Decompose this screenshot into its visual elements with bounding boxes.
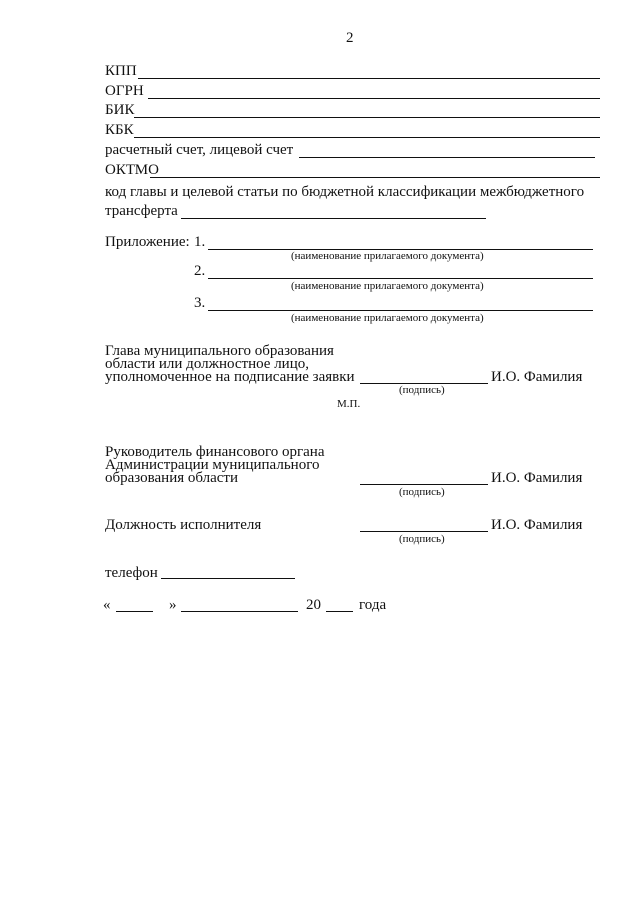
transfer-label-line1: код главы и целевой статьи по бюджетной классификации межбюджетного: [105, 184, 585, 200]
head-title-line3: уполномоченное на подписание заявки: [105, 369, 355, 385]
ogrn-field[interactable]: [148, 98, 600, 99]
transfer-field[interactable]: [181, 218, 486, 219]
finance-title-line3: образования области: [105, 470, 239, 486]
account-label: расчетный счет, лицевой счет: [105, 142, 294, 158]
date-year-prefix: 20: [306, 597, 321, 613]
attachment-number-3: 3.: [194, 295, 206, 311]
finance-title-line2: Администрации муниципального: [105, 457, 320, 473]
kpp-field[interactable]: [138, 78, 600, 79]
date-year-field[interactable]: [326, 611, 353, 612]
date-month-field[interactable]: [181, 611, 298, 612]
finance-name: И.О. Фамилия: [491, 470, 583, 486]
head-title-line1: Глава муниципального образования: [105, 343, 334, 359]
finance-signature-caption: (подпись): [399, 486, 445, 498]
attachments-label: Приложение:: [105, 234, 190, 250]
date-close-quote: »: [169, 597, 177, 613]
attachment-field-3[interactable]: [208, 310, 593, 311]
executor-name: И.О. Фамилия: [491, 517, 583, 533]
executor-signature-field[interactable]: [360, 531, 488, 532]
date-day-field[interactable]: [116, 611, 153, 612]
oktmo-label: ОКТМО: [105, 162, 159, 178]
head-signature-caption: (подпись): [399, 384, 445, 396]
oktmo-field[interactable]: [150, 177, 600, 178]
attachment-number-2: 2.: [194, 263, 206, 279]
page-number: 2: [346, 30, 354, 46]
kpp-label: КПП: [105, 63, 137, 79]
attachment-caption-3: (наименование прилагаемого документа): [291, 312, 484, 324]
bik-label: БИК: [105, 102, 135, 118]
date-open-quote: «: [103, 597, 111, 613]
attachment-number-1: 1.: [194, 234, 206, 250]
account-field[interactable]: [299, 157, 595, 158]
executor-signature-caption: (подпись): [399, 533, 445, 545]
phone-label: телефон: [105, 565, 158, 581]
attachment-caption-2: (наименование прилагаемого документа): [291, 280, 484, 292]
kbk-label: КБК: [105, 122, 134, 138]
ogrn-label: ОГРН: [105, 83, 144, 99]
bik-field[interactable]: [134, 117, 600, 118]
finance-title-line1: Руководитель финансового органа: [105, 444, 325, 460]
executor-title: Должность исполнителя: [105, 517, 262, 533]
attachment-field-2[interactable]: [208, 278, 593, 279]
date-year-suffix: года: [359, 597, 387, 613]
finance-signature-field[interactable]: [360, 484, 488, 485]
transfer-label-line2: трансферта: [105, 203, 178, 219]
head-name: И.О. Фамилия: [491, 369, 583, 385]
stamp-label: М.П.: [337, 398, 361, 410]
head-title-line2: области или должностное лицо,: [105, 356, 309, 372]
attachment-caption-1: (наименование прилагаемого документа): [291, 250, 484, 262]
phone-field[interactable]: [161, 578, 295, 579]
kbk-field[interactable]: [134, 137, 600, 138]
